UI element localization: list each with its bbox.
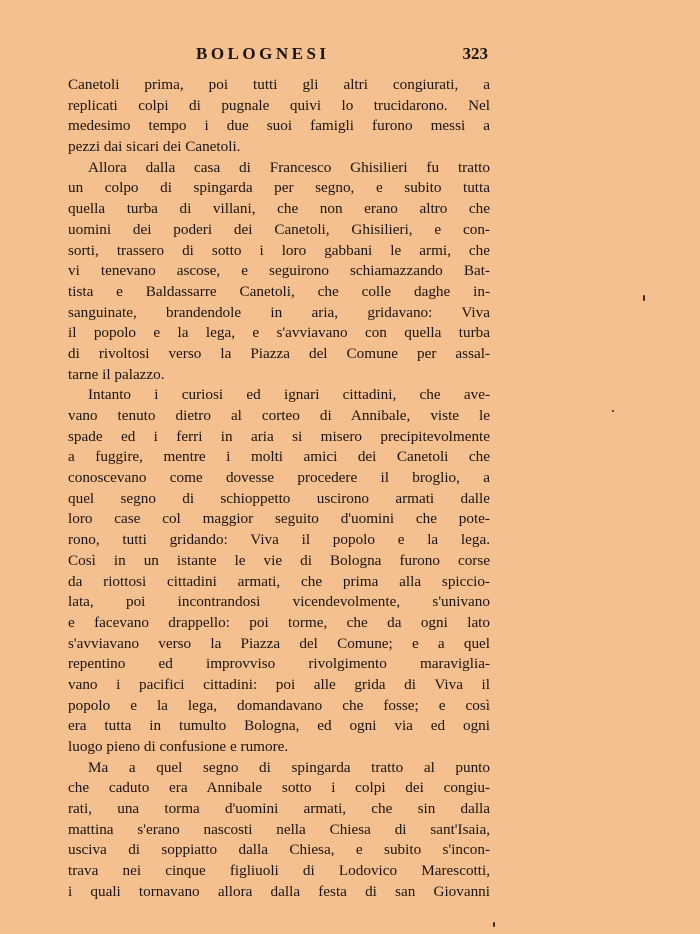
text-line: sanguinate, brandendole in aria, gridavano: Viva (68, 303, 490, 321)
text-line: vano tenuto dietro al corteo di Annibale, viste le (68, 407, 490, 424)
text-line: tista e Baldassarre Canetoli, che colle daghe in- (68, 282, 490, 300)
text-line: trava nei cinque figliuoli di Lodovico Marescotti, (68, 862, 490, 880)
text-line: rati, una torma d'uomini armati, che sin dalla (68, 800, 490, 818)
text-line: s'avviavano verso la Piazza del Comune; e a quel (68, 634, 490, 652)
text-line: conoscevano come dovesse procedere il broglio, a (68, 469, 490, 487)
text-line: spade ed i ferri in aria si misero precipitevolmente (68, 427, 490, 445)
text-line: vi tenevano ascose, e seguirono schiamazzando Bat- (68, 262, 490, 280)
text-line: che caduto era Annibale sotto i colpi dei congiu- (68, 779, 490, 797)
text-line: usciva di soppiatto dalla Chiesa, e subito s'incon- (68, 841, 490, 859)
text-line: mattina s'erano nascosti nella Chiesa di sant'Isaia, (68, 820, 490, 838)
text-line: a fuggire, mentre i molti amici dei Canetoli che (68, 448, 490, 466)
text-line: Ma a quel segno di spingarda tratto al punto (88, 758, 490, 776)
text-line: medesimo tempo i due suoi famigli furono messi a (68, 117, 490, 135)
text-line: Allora dalla casa di Francesco Ghisilieri fu tratto (88, 158, 490, 176)
text-line: sorti, trassero di sotto i loro gabbani le armi, che (68, 241, 490, 259)
text-line: loro case col maggior seguito d'uomini che pote- (68, 510, 490, 528)
text-line: tarne il palazzo. (68, 365, 165, 383)
text-line: Canetoli prima, poi tutti gli altri congiurati, a (68, 76, 490, 93)
body-text (68, 75, 490, 903)
ink-speck (612, 410, 614, 412)
text-line: repentino ed improvviso rivolgimento maraviglia- (68, 655, 490, 673)
text-line: luogo pieno di confusione e rumore. (68, 738, 289, 755)
text-line: quella turba di villani, che non erano altro che (68, 200, 490, 218)
page-number: 323 (462, 44, 488, 63)
text-line: replicati colpi di pugnale quivi lo trucidarono. Nel (68, 96, 490, 114)
text-line: i quali tornavano allora dalla festa di san Giovanni (68, 882, 490, 900)
text-line: di rivoltosi verso la Piazza del Comune per assal- (68, 344, 490, 362)
text-line: quel segno di schioppetto uscirono armati dalle (68, 489, 490, 507)
text-line: era tutta in tumulto Bologna, ed ogni via ed ogni (68, 717, 490, 735)
ink-speck (643, 295, 645, 301)
running-head (68, 44, 488, 66)
text-line: un colpo di spingarda per segno, e subito tutta (68, 179, 490, 197)
text-line: Così in un istante le vie di Bologna furono corse (68, 551, 490, 569)
text-line: rono, tutti gridando: Viva il popolo e la lega. (68, 531, 490, 549)
text-line: vano i pacifici cittadini: poi alle grida di Viva il (68, 675, 490, 693)
text-line: e facevano drappello: poi torme, che da ogni lato (68, 613, 490, 631)
ink-speck (493, 922, 495, 927)
text-line: da riottosi cittadini armati, che prima alla spiccio- (68, 572, 490, 590)
text-line: il popolo e la lega, e s'avviavano con quella turba (68, 324, 490, 342)
text-line: lata, poi incontrandosi vicendevolmente, s'univano (68, 593, 490, 611)
running-title: BOLOGNESI (196, 44, 330, 63)
text-line: Intanto i curiosi ed ignari cittadini, che ave- (88, 386, 490, 404)
text-line: uomini dei poderi dei Canetoli, Ghisilieri, e con- (68, 220, 490, 238)
text-line: pezzi dai sicari dei Canetoli. (68, 138, 241, 156)
text-line: popolo e la lega, domandavano che fosse; e così (68, 696, 490, 714)
